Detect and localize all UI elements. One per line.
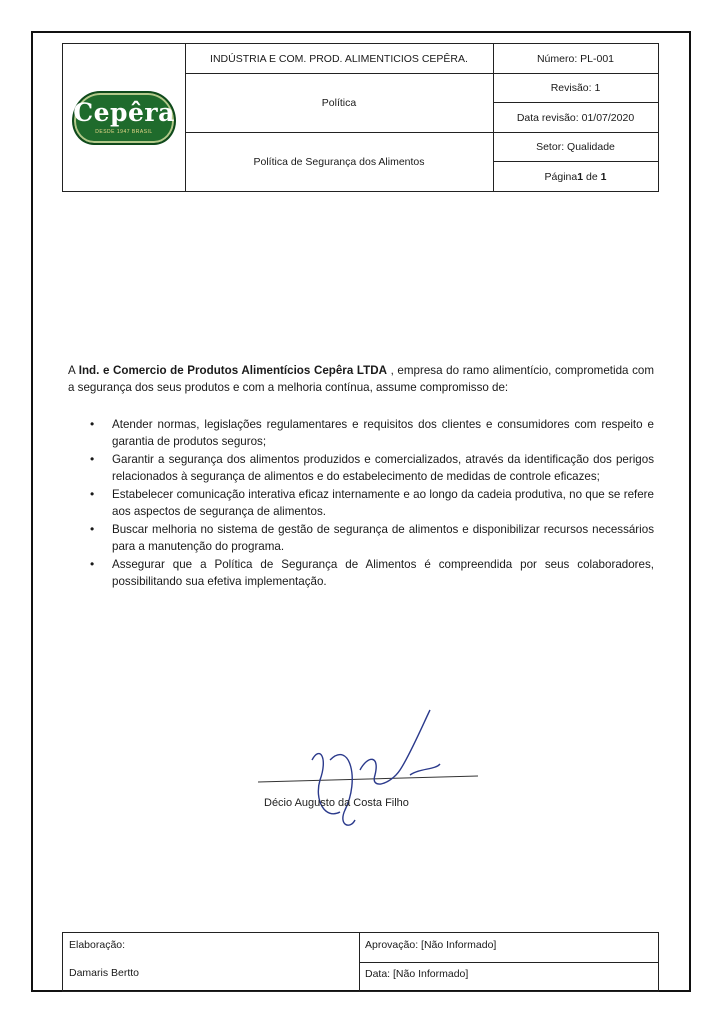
company-legal-name: Ind. e Comercio de Produtos Alimentícios Cepêra LTDA: [78, 364, 387, 377]
commitments-list: [88, 416, 654, 591]
list-item: • Atender normas, legislações regulamentares e requisitos dos clientes e consumidores com respeito e garantia de produtos seguros;: [90, 417, 654, 448]
list-item: • Assegurar que a Política de Segurança de Alimentos é compreendida por seus colaboradores, possibilitando sua efetiva implementação.: [90, 557, 654, 588]
document-number: Número: PL-001: [493, 44, 658, 74]
approval-field: Aprovação: [Não Informado]: [365, 939, 497, 951]
logo-wordmark: Cepêra: [73, 97, 175, 127]
logo-tagline: DESDE 1947 BRASIL: [95, 128, 153, 135]
document-header-table: [62, 43, 659, 192]
prepared-by-value: Damaris Bertto: [69, 967, 140, 979]
signatory-name: Décio Augusto da Costa Filho: [264, 797, 409, 809]
approval-footer-table: [62, 932, 659, 992]
prepared-by-label: Elaboração:: [69, 939, 126, 951]
approval-date-field: Data: [Não Informado]: [365, 968, 469, 980]
list-item: • Estabelecer comunicação interativa eficaz internamente e ao longo da cadeia produtiva, no que se refere aos aspectos de segurança de alimentos.: [90, 487, 654, 518]
revision: Revisão: 1: [493, 74, 658, 103]
list-item: • Buscar melhoria no sistema de gestão de segurança de alimentos e disponibilizar recursos necessários para a manutenção do programa.: [90, 522, 654, 553]
department: Setor: Qualidade: [493, 133, 658, 162]
page-number: Página 1 de 1: [544, 170, 607, 183]
list-item: • Garantir a segurança dos alimentos produzidos e comercializados, através da identificação dos perigos relacionados à segurança de alimentos e do estabelecimento de medidas de controle eficazes;: [90, 452, 654, 483]
intro-paragraph: A Ind. e Comercio de Produtos Alimentícios Cepêra LTDA , empresa do ramo alimentício, comprometida com a segurança dos seus produtos e com a melhoria contínua, assume compromisso de:: [68, 364, 654, 394]
company-logo: [72, 91, 176, 145]
document-type: Política: [185, 74, 493, 133]
logo-cell: [63, 44, 186, 191]
handwritten-signature: [250, 700, 490, 830]
document-title: Política de Segurança dos Alimentos: [253, 156, 425, 168]
revision-date: Data revisão: 01/07/2020: [493, 103, 658, 133]
company-name: INDÚSTRIA E COM. PROD. ALIMENTICIOS CEPÊRA.: [185, 44, 493, 74]
